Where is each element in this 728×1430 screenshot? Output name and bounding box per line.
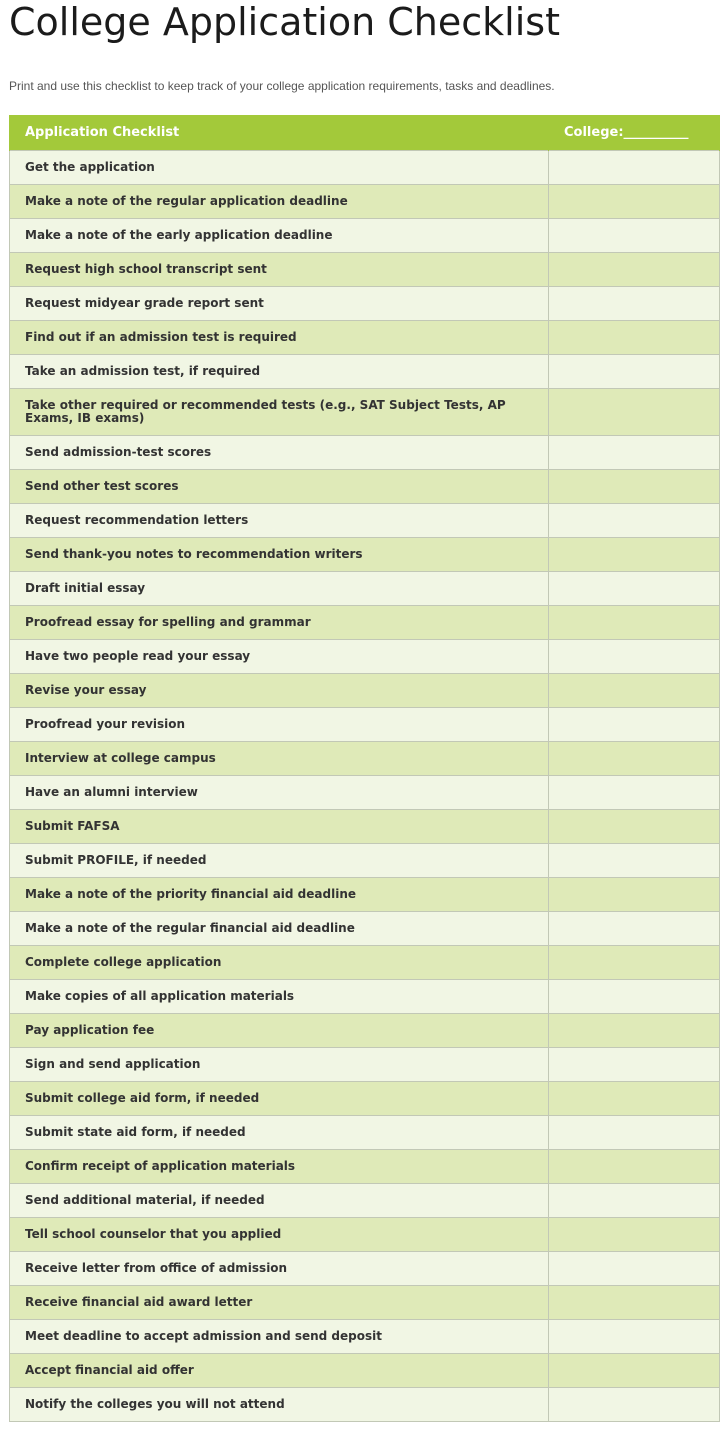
table-row <box>10 286 720 320</box>
table-row <box>10 218 720 252</box>
college-check-cell[interactable] <box>549 1319 720 1353</box>
table-row <box>10 605 720 639</box>
college-check-cell[interactable] <box>549 537 720 571</box>
college-check-cell[interactable] <box>549 1047 720 1081</box>
college-check-cell[interactable] <box>549 1183 720 1217</box>
table-body <box>10 150 720 1421</box>
intro-text: Print and use this checklist to keep track of your college application requirements, tasks and deadlines. <box>9 79 555 93</box>
task-cell: Submit FAFSA <box>10 809 549 843</box>
task-cell: Sign and send application <box>10 1047 549 1081</box>
table-row <box>10 673 720 707</box>
table-row <box>10 1319 720 1353</box>
task-cell: Receive letter from office of admission <box>10 1251 549 1285</box>
college-check-cell[interactable] <box>549 1013 720 1047</box>
task-cell: Make a note of the regular application deadline <box>10 184 549 218</box>
table-row <box>10 945 720 979</box>
college-check-cell[interactable] <box>549 707 720 741</box>
table-row <box>10 809 720 843</box>
task-cell: Request high school transcript sent <box>10 252 549 286</box>
table-row <box>10 1353 720 1387</box>
table-row <box>10 252 720 286</box>
task-cell: Send thank-you notes to recommendation writers <box>10 537 549 571</box>
task-cell: Revise your essay <box>10 673 549 707</box>
college-check-cell[interactable] <box>549 184 720 218</box>
table-row <box>10 775 720 809</box>
table-row <box>10 1115 720 1149</box>
task-cell: Notify the colleges you will not attend <box>10 1387 549 1421</box>
task-cell: Make a note of the regular financial aid deadline <box>10 911 549 945</box>
college-check-cell[interactable] <box>549 354 720 388</box>
college-check-cell[interactable] <box>549 1353 720 1387</box>
table-row <box>10 388 720 435</box>
table-row <box>10 877 720 911</box>
college-check-cell[interactable] <box>549 252 720 286</box>
page-title: College Application Checklist <box>9 0 560 44</box>
table-row <box>10 1183 720 1217</box>
table-row <box>10 843 720 877</box>
table-row <box>10 1285 720 1319</box>
task-cell: Get the application <box>10 150 549 184</box>
college-check-cell[interactable] <box>549 843 720 877</box>
task-cell: Accept financial aid offer <box>10 1353 549 1387</box>
table-header-row <box>10 115 720 150</box>
college-check-cell[interactable] <box>549 388 720 435</box>
task-cell: Make a note of the early application deadline <box>10 218 549 252</box>
table-row <box>10 354 720 388</box>
college-check-cell[interactable] <box>549 775 720 809</box>
table-row <box>10 469 720 503</box>
table-row <box>10 184 720 218</box>
table-row <box>10 1081 720 1115</box>
table-row <box>10 979 720 1013</box>
task-cell: Find out if an admission test is required <box>10 320 549 354</box>
college-check-cell[interactable] <box>549 1149 720 1183</box>
table-row <box>10 1251 720 1285</box>
college-check-cell[interactable] <box>549 1251 720 1285</box>
task-cell: Submit PROFILE, if needed <box>10 843 549 877</box>
college-check-cell[interactable] <box>549 741 720 775</box>
task-cell: Submit state aid form, if needed <box>10 1115 549 1149</box>
task-cell: Draft initial essay <box>10 571 549 605</box>
table-row <box>10 503 720 537</box>
task-cell: Proofread your revision <box>10 707 549 741</box>
table-row <box>10 707 720 741</box>
task-cell: Tell school counselor that you applied <box>10 1217 549 1251</box>
college-check-cell[interactable] <box>549 809 720 843</box>
task-cell: Pay application fee <box>10 1013 549 1047</box>
college-check-cell[interactable] <box>549 1285 720 1319</box>
college-check-cell[interactable] <box>549 1081 720 1115</box>
table-row <box>10 1047 720 1081</box>
table-row <box>10 537 720 571</box>
table-row <box>10 639 720 673</box>
task-cell: Send additional material, if needed <box>10 1183 549 1217</box>
task-cell: Have an alumni interview <box>10 775 549 809</box>
table-row <box>10 911 720 945</box>
college-check-cell[interactable] <box>549 639 720 673</box>
college-check-cell[interactable] <box>549 673 720 707</box>
task-cell: Send other test scores <box>10 469 549 503</box>
task-cell: Take other required or recommended tests (e.g., SAT Subject Tests, AP Exams, IB exams) <box>10 388 549 435</box>
table-row <box>10 1387 720 1421</box>
task-cell: Send admission-test scores <box>10 435 549 469</box>
college-check-cell[interactable] <box>549 218 720 252</box>
table-row <box>10 1217 720 1251</box>
college-check-cell[interactable] <box>549 320 720 354</box>
college-check-cell[interactable] <box>549 911 720 945</box>
column-header-task: Application Checklist <box>10 115 549 150</box>
task-cell: Request midyear grade report sent <box>10 286 549 320</box>
college-check-cell[interactable] <box>549 286 720 320</box>
college-check-cell[interactable] <box>549 1217 720 1251</box>
college-check-cell[interactable] <box>549 469 720 503</box>
task-cell: Interview at college campus <box>10 741 549 775</box>
college-check-cell[interactable] <box>549 503 720 537</box>
table-row <box>10 1149 720 1183</box>
task-cell: Take an admission test, if required <box>10 354 549 388</box>
college-check-cell[interactable] <box>549 435 720 469</box>
college-check-cell[interactable] <box>549 945 720 979</box>
college-check-cell[interactable] <box>549 150 720 184</box>
table-row <box>10 1013 720 1047</box>
table-row <box>10 150 720 184</box>
task-cell: Confirm receipt of application materials <box>10 1149 549 1183</box>
task-cell: Submit college aid form, if needed <box>10 1081 549 1115</box>
task-cell: Complete college application <box>10 945 549 979</box>
college-check-cell[interactable] <box>549 1387 720 1421</box>
table-row <box>10 320 720 354</box>
college-check-cell[interactable] <box>549 605 720 639</box>
task-cell: Make copies of all application materials <box>10 979 549 1013</box>
task-cell: Receive financial aid award letter <box>10 1285 549 1319</box>
application-checklist-table <box>9 115 720 1422</box>
task-cell: Request recommendation letters <box>10 503 549 537</box>
table-row <box>10 741 720 775</box>
task-cell: Proofread essay for spelling and grammar <box>10 605 549 639</box>
college-check-cell[interactable] <box>549 877 720 911</box>
table-row <box>10 571 720 605</box>
task-cell: Have two people read your essay <box>10 639 549 673</box>
column-header-college: College:__________ <box>549 115 720 150</box>
task-cell: Make a note of the priority financial aid deadline <box>10 877 549 911</box>
task-cell: Meet deadline to accept admission and send deposit <box>10 1319 549 1353</box>
college-check-cell[interactable] <box>549 571 720 605</box>
table-row <box>10 435 720 469</box>
college-check-cell[interactable] <box>549 1115 720 1149</box>
college-check-cell[interactable] <box>549 979 720 1013</box>
